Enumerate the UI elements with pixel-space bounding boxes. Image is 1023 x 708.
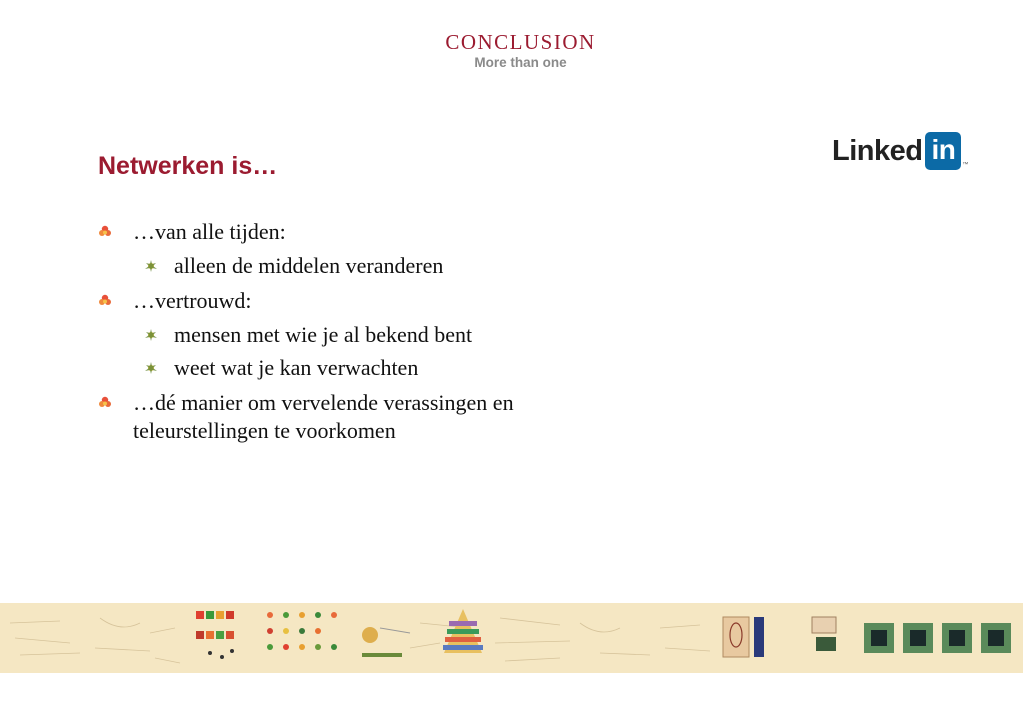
linkedin-logo (832, 130, 968, 172)
bullet-item (98, 218, 598, 246)
slide-title: Netwerken is… (98, 152, 278, 180)
bullet-text: …vertrouwd: (133, 288, 252, 313)
flower-bullet-icon (98, 225, 112, 239)
linkedin-trademark: ™ (962, 162, 969, 168)
sub-bullet-text: weet wat je kan verwachten (174, 355, 419, 380)
bullet-text: …van alle tijden: (133, 219, 286, 244)
brand-name: CONCLUSION (445, 30, 596, 54)
sub-bullet-text: alleen de middelen veranderen (174, 253, 444, 278)
bullet-text: …dé manier om vervelende verassingen en teleurstellingen te voorkomen (133, 390, 514, 443)
flower-bullet-icon (98, 396, 112, 410)
bullet-list (98, 218, 598, 451)
bullet-item (98, 389, 598, 445)
brand-tagline: More than one (474, 55, 567, 70)
brand-header (0, 32, 1023, 70)
decorative-artwork-strip (0, 603, 1023, 673)
linkedin-wordmark: Linked (832, 134, 923, 167)
sub-bullet-item (98, 321, 598, 349)
sub-bullet-item (98, 252, 598, 280)
sub-bullet-text: mensen met wie je al bekend bent (174, 322, 473, 347)
bullet-item (98, 287, 598, 315)
sub-bullet-item (98, 354, 598, 382)
flower-bullet-icon (98, 294, 112, 308)
linkedin-in-box: in (925, 132, 961, 170)
sprout-bullet-icon (144, 259, 158, 273)
sprout-bullet-icon (144, 328, 158, 342)
sprout-bullet-icon (144, 361, 158, 375)
